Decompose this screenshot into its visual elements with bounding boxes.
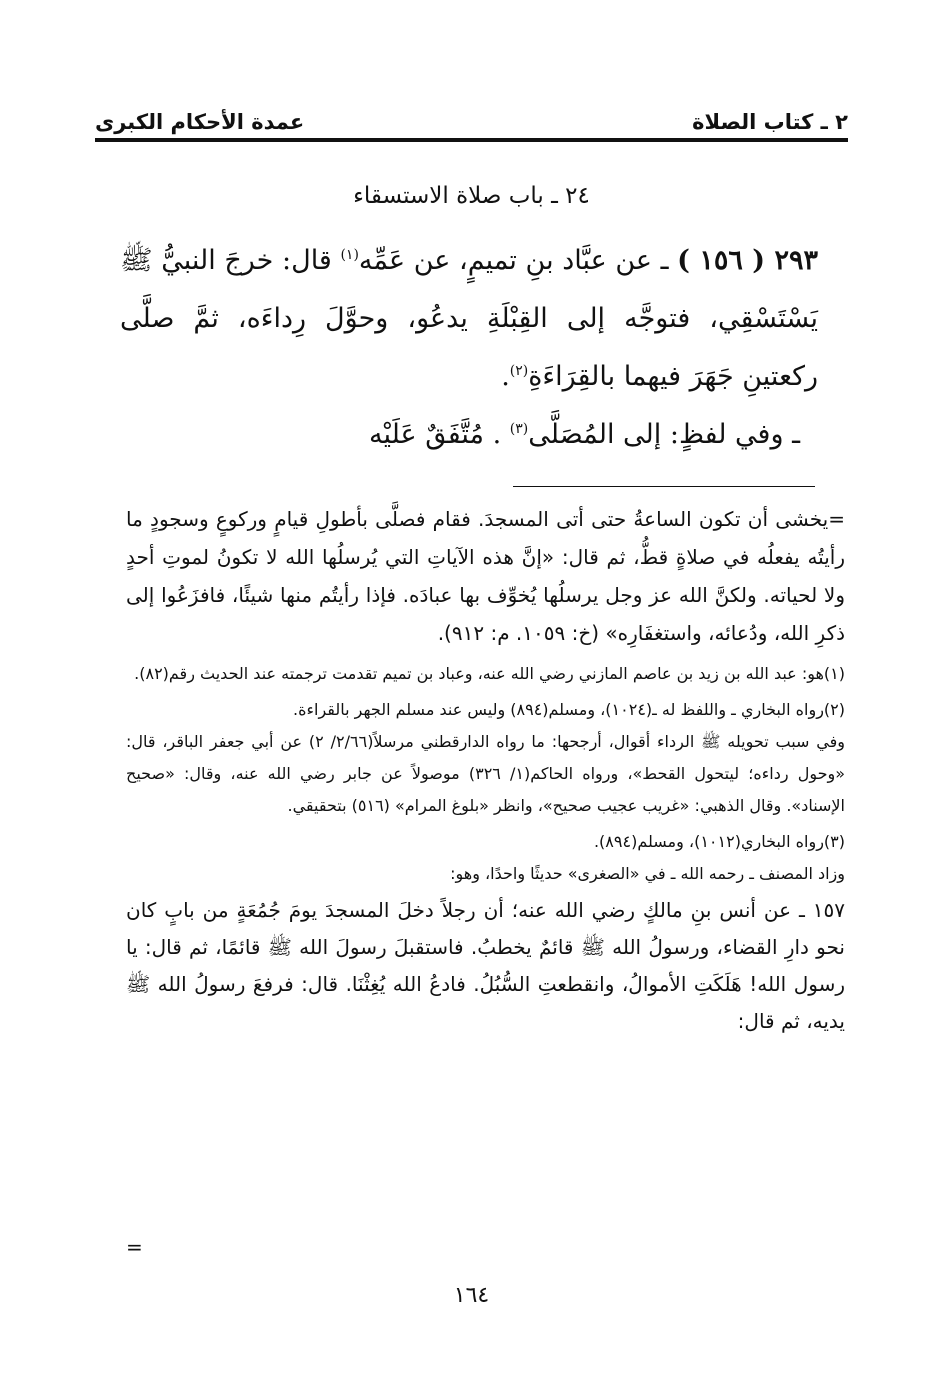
page-number: ١٦٤ [453, 1283, 490, 1308]
footnote-1: (١)هو: عبد الله بن زيد بن عاصم المازني رضي الله عنه، وعباد بن تميم تقدمت ترجمته عند الحديث رقم(٨٢). [134, 664, 845, 683]
header-chapter: ٢ ـ كتاب الصلاة [692, 110, 848, 134]
footnote-ref-2: (٢) [509, 363, 529, 379]
footnotes-area [126, 500, 845, 1040]
header-book-title: عمدة الأحكام الكبرى [95, 110, 305, 134]
footnote-ref-3: (٣) [509, 421, 529, 437]
footnote-2: (٢)رواه البخاري ـ واللفظ له ـ(١٠٢٤)، ومسلم(٨٩٤) وليس عند مسلم الجهر بالقراءة. [293, 700, 845, 719]
running-header [95, 108, 848, 142]
agreed-upon: . مُتَّفَقٌ عَلَيْه [368, 419, 502, 450]
hadith-text-part2: قال: خرجَ النبيُّ ﷺ يَسْتَسْقِي، فتوجَّه إلى القِبْلَةِ يدعُو، وحوَّلَ رِداءَه، ثمَّ صلَّى ركعتينِ جَهَرَ فيهما بالقِرَاءَةِ [120, 245, 818, 392]
footnote-continuation: =يخشى أن تكون الساعةُ حتى أتى المسجدَ. فقام فصلَّى بأطولِ قيامٍ وركوعٍ وسجودٍ ما رأيتُه يفعلُه في صلاةٍ قطُّ، ثم قال: «إنَّ هذه الآياتِ التي يُرسلُها الله لا تكونُ لموتِ أحدٍ ولا لحياته. ولكنَّ الله عز وجل يرسلُها يُخوِّف بها عبادَه. فإذا رأيتُم منها شيئًا، فافزَعُوا إلى ذكرِ الله، ودُعائه، واستغفَارِه» (خ: ١٠٥٩. م: ٩١٢). [126, 507, 845, 645]
continuation-mark: = [126, 1235, 143, 1259]
footnote-separator [513, 486, 815, 487]
footnote-ref-1: (١) [340, 247, 359, 263]
footnote-3-continuation: وزاد المصنف ـ رحمه الله ـ في «الصغرى» حديثًا واحدًا، وهو: [450, 864, 845, 883]
hadith-block [120, 232, 818, 464]
hadith-text-part3: . [501, 361, 510, 392]
chapter-title: ٢٤ ـ باب صلاة الاستسقاء [353, 183, 590, 209]
footnote-2-continuation: وفي سبب تحويله ﷺ الرداء أقوال، أرجحها: ما رواه الدارقطني مرسلاً(٢/٦٦/ ٢) عن أبي جعفر الباقر، قال: «وحول رداءه؛ ليتحول القحط»، ورواه الحاكم(١/ ٣٢٦) موصولاً عن جابر رضي الله عنه، وقال: «صحيح الإسناد». وقال الذهبي: «غريب عجيب صحيح»، وانظر «بلوغ المرام» (٥١٦) بتحقيقي. [126, 732, 846, 815]
hadith-variant [120, 406, 818, 464]
addendum-hadith: ١٥٧ ـ عن أنس بنِ مالكٍ رضي الله عنه؛ أن رجلاً دخلَ المسجدَ يومَ جُمُعَةٍ من بابٍ كان نحو دارِ القضاء، ورسولُ الله ﷺ قائمٌ يخطبُ. فاستقبلَ رسولَ الله ﷺ قائمًا، ثم قال: يا رسول الله! هَلَكَتِ الأموالُ، وانقطعتِ السُّبُلُ. فادعُ الله يُغِثْنَا. قال: فرفعَ رسولُ الله ﷺ يديه، ثم قال: [126, 898, 845, 1033]
variant-text: ـ وفي لفظٍ: إلى المُصَلَّى [528, 419, 800, 450]
footnote-3: (٣)رواه البخاري(١٠١٢)، ومسلم(٨٩٤). [593, 832, 845, 851]
hadith-text-part1: ـ عن عبَّاد بنِ تميمٍ، عن عَمِّه [358, 245, 669, 276]
hadith-number: ٢٩٣ ( ١٥٦ ) [677, 245, 818, 276]
hadith-paragraph [120, 232, 818, 406]
